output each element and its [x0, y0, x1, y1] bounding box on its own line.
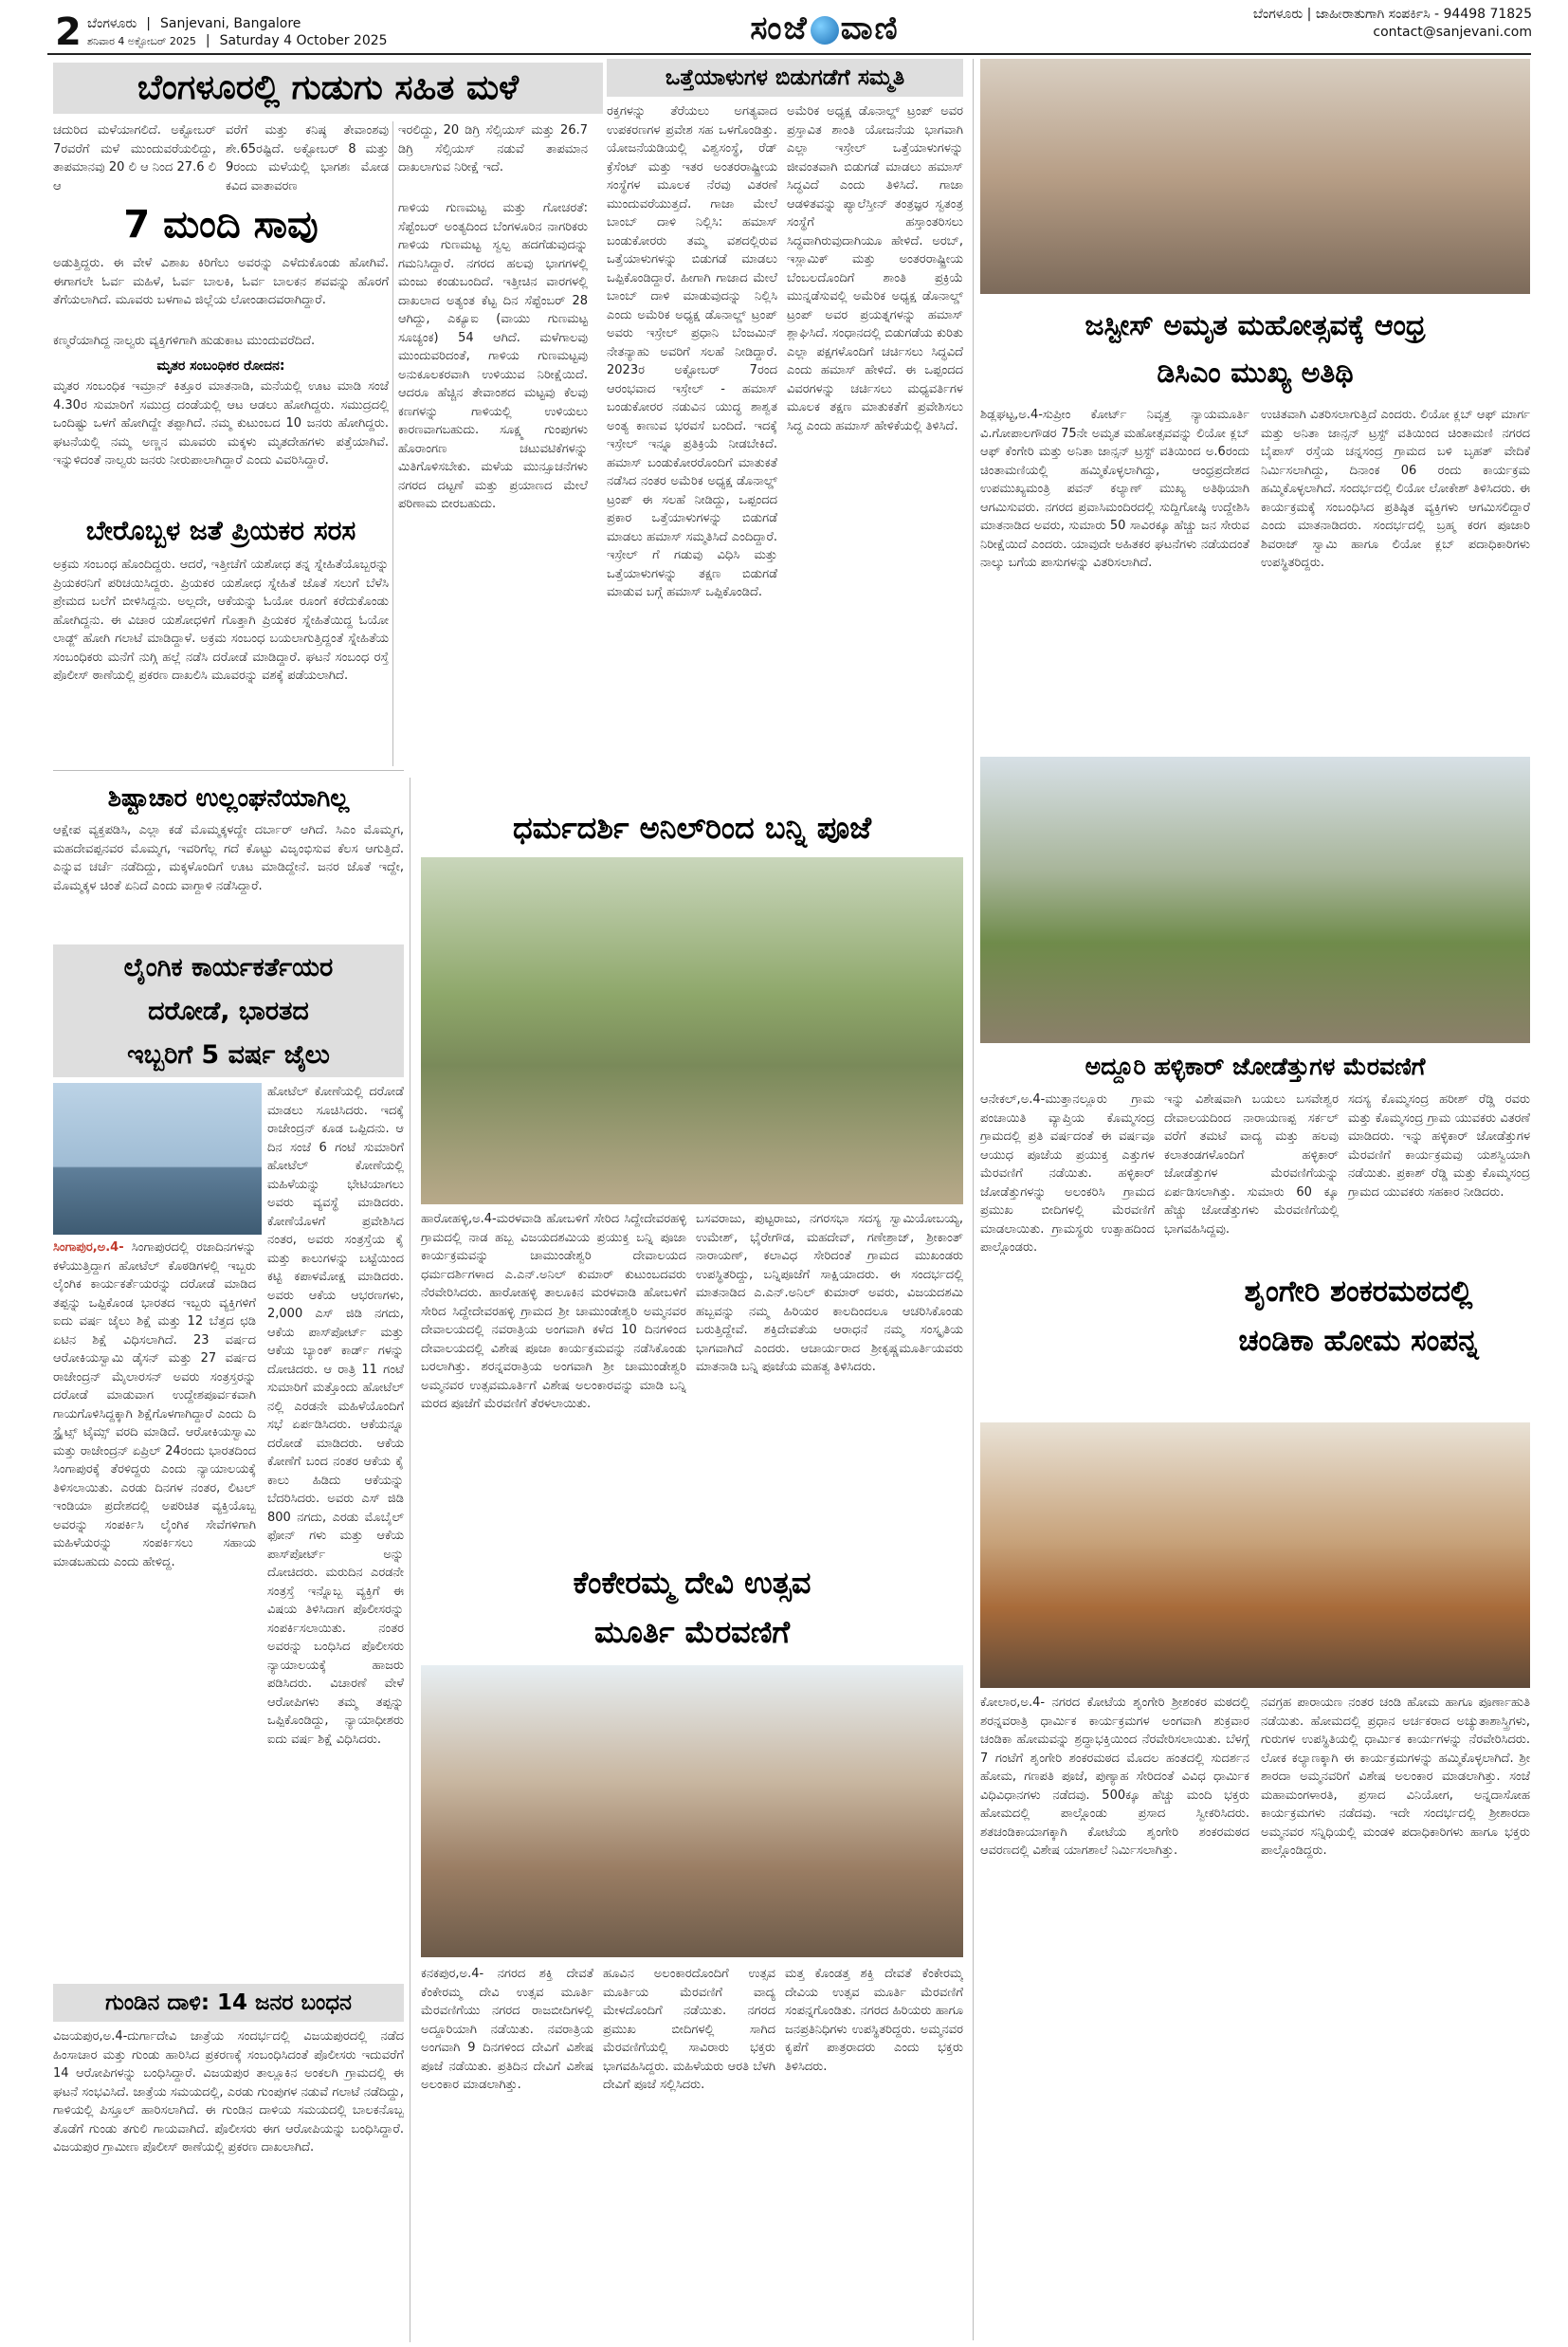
newspaper-logo	[730, 8, 920, 49]
justice-col-2: ಉಚಿತವಾಗಿ ವಿತರಿಸಲಾಗುತ್ತಿದೆ ಎಂದರು. ಲಿಯೋ ಕ್ಲಬ್ ಆಫ್ ಮಾರ್ಗ ಮತ್ತು ಅನಿತಾ ಜಾನ್ಸನ್ ಟ್ರಸ್ಟ್ ವತಿಯಿಂದ ಚಿಂತಾಮಣಿ ನಗರದ ಬೈಪಾಸ್ ರಸ್ತೆಯ ಚನ್ನಸಂದ್ರ ಗ್ರಾಮದ ಬಳಿ ಬೃಹತ್ ವೇದಿಕೆ ನಿರ್ಮಿಸಲಾಗಿದ್ದು, ದಿನಾಂಕ 06 ರಂದು ಕಾರ್ಯಕ್ರಮ ಹಮ್ಮಿಕೊಳ್ಳಲಾಗಿದೆ. ಸಂದರ್ಭದಲ್ಲಿ ಲಿಯೋ ಲೋಕೇಶ್ ತಿಳಿಸಿದರು. ಈ ಕಾರ್ಯಕ್ರಮಕ್ಕೆ ಸಂಬಂಧಿಸಿದ ಪ್ರತಿಷ್ಠಿತ ವ್ಯಕ್ತಿಗಳು ಆಗಮಿಸಲಿದ್ದಾರೆ ಎಂದು ಮಾತನಾಡಿದರು. ಸಂದರ್ಭದಲ್ಲಿ ಬ್ರಹ್ಮ ಕರಗ ಪೂಜಾರಿ ಶಿವರಾಜ್ ಸ್ವಾಮಿ ಹಾಗೂ ಲಿಯೋ ಕ್ಲಬ್ ಪದಾಧಿಕಾರಿಗಳು ಉಪಸ್ಥಿತರಿದ್ದರು.	[1261, 408, 1530, 570]
deaths-col-b: ಗಾಳಿಯ ಗುಣಮಟ್ಟ ಮತ್ತು ಗೋಚರತೆ: ಸೆಪ್ಟೆಂಬರ್ ಅಂತ್ಯದಿಂದ ಬೆಂಗಳೂರಿನ ನಾಗರಿಕರು ಗಾಳಿಯ ಗುಣಮಟ್ಟ ಸ್ವಲ್ಪ ಹದಗೆಡುವುದನ್ನು ಗಮನಿಸಿದ್ದಾರೆ. ನಗರದ ಹಲವು ಭಾಗಗಳಲ್ಲಿ ಮಂಜು ಕಂಡುಬಂದಿದೆ. ಇತ್ತೀಚಿನ ವಾರಗಳಲ್ಲಿ ದಾಖಲಾದ ಅತ್ಯಂತ ಕೆಟ್ಟ ದಿನ ಸೆಪ್ಟೆಂಬರ್ 28 ಆಗಿದ್ದು, ಎಕ್ಯೂಐ (ವಾಯು ಗುಣಮಟ್ಟ ಸೂಚ್ಯಂಕ) 54 ಆಗಿದೆ. ಮಳೆಗಾಲವು ಮುಂದುವರಿದಂತೆ, ಗಾಳಿಯ ಗುಣಮಟ್ಟವು ಅನುಕೂಲಕರವಾಗಿ ಉಳಿಯುವ ನಿರೀಕ್ಷೆಯಿದೆ. ಆದರೂ ಹೆಚ್ಚಿನ ತೇವಾಂಶದ ಮಟ್ಟವು ಕೆಲವು ಕಣಗಳನ್ನು ಗಾಳಿಯಲ್ಲಿ ಉಳಿಯಲು ಕಾರಣವಾಗಬಹುದು. ಸೂಕ್ಷ್ಮ ಗುಂಪುಗಳು ಹೊರಾಂಗಣ ಚಟುವಟಿಕೆಗಳನ್ನು ಮಿತಿಗೊಳಿಸಬೇಕು. ಮಳೆಯ ಮುನ್ಸೂಚನೆಗಳು ನಗರದ ದಟ್ಟಣೆ ಮತ್ತು ಪ್ರಯಾಣದ ಮೇಲೆ ಪರಿಣಾಮ ಬೀರಬಹುದು.	[398, 201, 588, 511]
yatra-col-2: ಇನ್ನು ವಿಶೇಷವಾಗಿ ಬಯಲು ಬಸವೇಶ್ವರ ದೇವಾಲಯದಿಂದ ನಾರಾಯಣಪ್ಪ ಸರ್ಕಲ್ ವರೆಗೆ ತಮಟೆ ವಾದ್ಯ ಮತ್ತು ಹಲವು ಕಲಾತಂಡಗಳೊಂದಿಗೆ ಹಳ್ಳಿಕಾರ್ ಜೋಡೆತ್ತುಗಳ ಮೆರವಣಿಗೆಯನ್ನು ಏರ್ಪಡಿಸಲಾಗಿತ್ತು. ಸುಮಾರು 60 ಕ್ಕೂ ಹೆಚ್ಚು ಜೋಡೆತ್ತುಗಳು ಮೆರವಣಿಗೆಯಲ್ಲಿ ಭಾಗವಹಿಸಿದ್ದವು.	[1164, 1092, 1339, 1237]
sringeri-col-2: ನವಗ್ರಹ ಪಾರಾಯಣ ನಂತರ ಚಂಡಿ ಹೋಮ ಹಾಗೂ ಪೂರ್ಣಾಹುತಿ ನಡೆಯಿತು. ಹೋಮದಲ್ಲಿ ಪ್ರಧಾನ ಅರ್ಚಕರಾದ ಅಚ್ಯುತಾಶಾಸ್ತ್ರಿಗಳು, ಗುರುಗಳ ಉಪಸ್ಥಿತಿಯಲ್ಲಿ ಧಾರ್ಮಿಕ ಕಾರ್ಯಗಳನ್ನು ನೆರವೇರಿಸಿದರು. ಲೋಕ ಕಲ್ಯಾಣಕ್ಕಾಗಿ ಈ ಕಾರ್ಯಕ್ರಮಗಳನ್ನು ಹಮ್ಮಿಕೊಳ್ಳಲಾಗಿದೆ. ಶ್ರೀ ಶಾರದಾ ಅಮ್ಮನವರಿಗೆ ವಿಶೇಷ ಅಲಂಕಾರ ಮಾಡಲಾಗಿತ್ತು. ಸಂಜೆ ಮಹಾಮಂಗಳಾರತಿ, ಪ್ರಸಾದ ವಿನಿಯೋಗ, ಅನ್ನದಾಸೋಹ ಕಾರ್ಯಕ್ರಮಗಳು ನಡೆದವು. ಇದೇ ಸಂದರ್ಭದಲ್ಲಿ ಶ್ರೀಶಾರದಾ ಅಮ್ಮನವರ ಸನ್ನಿಧಿಯಲ್ಲಿ ಮಂಡಳಿ ಪದಾಧಿಕಾರಿಗಳು ಹಾಗೂ ಭಕ್ತರು ಪಾಲ್ಗೊಂಡಿದ್ದರು.	[1261, 1696, 1530, 1858]
sringeri-col-1: ಕೋಲಾರ,ಅ.4- ನಗರದ ಕೋಟೆಯ ಶೃಂಗೇರಿ ಶ್ರೀಶಂಕರ ಮಠದಲ್ಲಿ ಶರನ್ನವರಾತ್ರಿ ಧಾರ್ಮಿಕ ಕಾರ್ಯಕ್ರಮಗಳ ಅಂಗವಾಗಿ ಶುಕ್ರವಾರ ಚಂಡಿಕಾ ಹೋಮವನ್ನು ಶ್ರದ್ಧಾಭಕ್ತಿಯಿಂದ ನೆರವೇರಿಸಲಾಯಿತು. ಬೆಳಗ್ಗೆ 7 ಗಂಟೆಗೆ ಶೃಂಗೇರಿ ಶಂಕರಮಠದ ಮೊದಲ ಹಂತದಲ್ಲಿ ಸುದರ್ಶನ ಹೋಮ, ಗಣಪತಿ ಪೂಜೆ, ಪುಣ್ಯಾಹ ಸೇರಿದಂತೆ ವಿವಿಧ ಧಾರ್ಮಿಕ ವಿಧಿವಿಧಾನಗಳು ನಡೆದವು. 500ಕ್ಕೂ ಹೆಚ್ಚು ಮಂದಿ ಭಕ್ತರು ಹೋಮದಲ್ಲಿ ಪಾಲ್ಗೊಂಡು ಪ್ರಸಾದ ಸ್ವೀಕರಿಸಿದರು. ಶತಚಂಡಿಕಾಯಾಗಕ್ಕಾಗಿ ಕೋಟೆಯ ಶೃಂಗೇರಿ ಶಂಕರಮಠದ ಆವರಣದಲ್ಲಿ ವಿಶೇಷ ಯಾಗಶಾಲೆ ನಿರ್ಮಿಸಲಾಗಿತ್ತು.	[980, 1696, 1249, 1858]
masthead-date-kn: ಶನಿವಾರ 4 ಅಕ್ಟೋಬರ್ 2025	[87, 35, 196, 47]
banni-headline: ಧರ್ಮದರ್ಶಿ ಅನಿಲ್‍ರಿಂದ ಬನ್ನಿ ಪೂಜೆ	[513, 810, 871, 846]
rain-col-3: ಇರಲಿದ್ದು, 20 ಡಿಗ್ರಿ ಸೆಲ್ಸಿಯಸ್ ಮತ್ತು 26.7 ಡಿಗ್ರಿ ಸೆಲ್ಸಿಯಸ್ ನಡುವೆ ತಾಪಮಾನ ದಾಖಲಾಗುವ ನಿರೀಕ್ಷೆ ಇದೆ.	[398, 123, 588, 174]
column-divider	[973, 59, 974, 2340]
masthead-right	[1253, 6, 1532, 42]
masthead-email: contact@sanjevani.com	[1373, 25, 1532, 40]
yatra-headline: ಅದ್ದೂರಿ ಹಳ್ಳಿಕಾರ್ ಜೋಡೆತ್ತುಗಳ ಮೆರವಣಿಗೆ	[1085, 1053, 1426, 1080]
gunda-headline: ಗುಂಡಿನ ದಾಳಿ: 14 ಜನರ ಬಂಧನ	[53, 1984, 404, 2022]
hostages-col-2: ಅಮೆರಿಕ ಅಧ್ಯಕ್ಷ ಡೊನಾಲ್ಡ್ ಟ್ರಂಪ್ ಅವರ ಪ್ರಸ್ತಾವಿತ ಶಾಂತಿ ಯೋಜನೆಯ ಭಾಗವಾಗಿ ಎಲ್ಲಾ ಇಸ್ರೇಲ್ ಒತ್ತೆಯಾಳುಗಳನ್ನು ಜೀವಂತವಾಗಿ ಬಿಡುಗಡೆ ಮಾಡಲು ಹಮಾಸ್ ಸಿದ್ಧವಿದೆ ಎಂದು ತಿಳಿಸಿದೆ. ಗಾಜಾ ಆಡಳಿತವನ್ನು ಪ್ಯಾಲೆಸ್ತೀನ್ ತಂತ್ರಜ್ಞರ ಸ್ವತಂತ್ರ ಸಂಸ್ಥೆಗೆ ಹಸ್ತಾಂತರಿಸಲು ಸಿದ್ಧವಾಗಿರುವುದಾಗಿಯೂ ಹೇಳಿದೆ. ಅರಬ್, ಇಸ್ಲಾಮಿಕ್ ಮತ್ತು ಅಂತರರಾಷ್ಟ್ರೀಯ ಬೆಂಬಲದೊಂದಿಗೆ ಶಾಂತಿ ಪ್ರಕ್ರಿಯೆ ಮುನ್ನಡೆಸುವಲ್ಲಿ ಅಮೆರಿಕ ಅಧ್ಯಕ್ಷ ಡೊನಾಲ್ಡ್ ಟ್ರಂಪ್ ಅವರ ಪ್ರಯತ್ನಗಳನ್ನು ಹಮಾಸ್ ಶ್ಲಾಘಿಸಿದೆ. ಸಂಧಾನದಲ್ಲಿ ಬಿಡುಗಡೆಯ ಕುರಿತು ಎಲ್ಲಾ ಪಕ್ಷಗಳೊಂದಿಗೆ ಚರ್ಚಿಸಲು ಸಿದ್ಧವಿದೆ ಎಂದು ಹಮಾಸ್ ಹೇಳಿದೆ. ಈ ಒಪ್ಪಂದದ ವಿವರಗಳನ್ನು ಚರ್ಚಿಸಲು ಮಧ್ಯವರ್ತಿಗಳ ಮೂಲಕ ತಕ್ಷಣ ಮಾತುಕತೆಗೆ ಪ್ರವೇಶಿಸಲು ಸಿದ್ಧ ಎಂದು ಹಮಾಸ್ ಹೇಳಿಕೆಯಲ್ಲಿ ತಿಳಿಸಿದೆ.	[787, 104, 963, 433]
press-meet-photo	[980, 59, 1530, 294]
masthead-city: ಬೆಂಗಳೂರು	[87, 16, 137, 31]
kenkeramma-col-1: ಕನಕಪುರ,ಅ.4- ನಗರದ ಶಕ್ತಿ ದೇವತೆ ಕೆಂಕೇರಮ್ಮ ದೇವಿ ಉತ್ಸವ ಮೂರ್ತಿ ಮೆರವಣಿಗೆಯು ನಗರದ ರಾಜಬೀದಿಗಳಲ್ಲಿ ಅದ್ದೂರಿಯಾಗಿ ನಡೆಯಿತು. ನವರಾತ್ರಿಯ ಅಂಗವಾಗಿ 9 ದಿನಗಳಿಂದ ದೇವಿಗೆ ವಿಶೇಷ ಪೂಜೆ ನಡೆಯಿತು. ಪ್ರತಿದಿನ ದೇವಿಗೆ ವಿಶೇಷ ಅಲಂಕಾರ ಮಾಡಲಾಗಿತ್ತು.	[421, 1967, 593, 2092]
justice-col-1: ಶಿಡ್ಲಘಟ್ಟ,ಅ.4-ಸುಪ್ರೀಂ ಕೋರ್ಟ್ ನಿವೃತ್ತ ನ್ಯಾಯಮೂರ್ತಿ ವಿ.ಗೋಪಾಲಗೌಡರ 75ನೇ ಅಮೃತ ಮಹೋತ್ಸವವನ್ನು ಲಿಯೋ ಕ್ಲಬ್ ಆಫ್ ಕೆಂಗೇರಿ ಮತ್ತು ಅನಿತಾ ಜಾನ್ಸನ್ ಟ್ರಸ್ಟ್ ವತಿಯಿಂದ ಅ.6ರಂದು ಚಿಂತಾಮಣಿಯಲ್ಲಿ ಹಮ್ಮಿಕೊಳ್ಳಲಾಗಿದ್ದು, ಆಂಧ್ರಪ್ರದೇಶದ ಉಪಮುಖ್ಯಮಂತ್ರಿ ಪವನ್ ಕಲ್ಯಾಣ್ ಮುಖ್ಯ ಅತಿಥಿಯಾಗಿ ಆಗಮಿಸುವರು. ನಗರದ ಪ್ರವಾಸಿಮಂದಿರದಲ್ಲಿ ಸುದ್ದಿಗೋಷ್ಠಿ ಉದ್ದೇಶಿಸಿ ಮಾತನಾಡಿದ ಅವರು, ಸುಮಾರು 50 ಸಾವಿರಕ್ಕೂ ಹೆಚ್ಚು ಜನ ಸೇರುವ ನಿರೀಕ್ಷೆಯಿದೆ ಎಂದರು. ಯಾವುದೇ ಅಹಿತಕರ ಘಟನೆಗಳು ನಡೆಯದಂತೆ ನಾಲ್ಕು ಬಗೆಯ ಪಾಸುಗಳನ್ನು ವಿತರಿಸಲಾಗಿದೆ.	[980, 408, 1249, 570]
justice-headline-line-2: ಡಿಸಿಎಂ ಮುಖ್ಯ ಅತಿಥಿ	[1157, 357, 1354, 390]
chandika-homa-photo	[980, 1422, 1530, 1688]
sexworkers-col-2: ಹೋಟೆಲ್ ಕೋಣೆಯಲ್ಲಿ ದರೋಡೆ ಮಾಡಲು ಸೂಚಿಸಿದರು. ಇದಕ್ಕೆ ರಾಜೇಂದ್ರನ್ ಕೂಡ ಒಪ್ಪಿದನು. ಆ ದಿನ ಸಂಜೆ 6 ಗಂಟೆ ಸುಮಾರಿಗೆ ಹೋಟೆಲ್ ಕೋಣೆಯಲ್ಲಿ ಮಹಿಳೆಯನ್ನು ಭೇಟಿಯಾಗಲು ಅವರು ವ್ಯವಸ್ಥೆ ಮಾಡಿದರು. ಕೋಣೆಯೊಳಗೆ ಪ್ರವೇಶಿಸಿದ ನಂತರ, ಅವರು ಸಂತ್ರಸ್ತೆಯ ಕೈ ಮತ್ತು ಕಾಲುಗಳನ್ನು ಬಟ್ಟೆಯಿಂದ ಕಟ್ಟಿ ಕಪಾಳಮೋಕ್ಷ ಮಾಡಿದರು. ಅವರು ಆಕೆಯ ಆಭರಣಗಳು, 2,000 ಎಸ್ ಜಿಡಿ ನಗದು, ಆಕೆಯ ಪಾಸ್‍ಪೋರ್ಟ್ ಮತ್ತು ಆಕೆಯ ಬ್ಯಾಂಕ್ ಕಾರ್ಡ್ ಗಳನ್ನು ದೋಚಿದರು. ಆ ರಾತ್ರಿ 11 ಗಂಟೆ ಸುಮಾರಿಗೆ ಮತ್ತೊಂದು ಹೋಟೆಲ್ ನಲ್ಲಿ ಎರಡನೇ ಮಹಿಳೆಯೊಂದಿಗೆ ಸಭೆ ಏರ್ಪಡಿಸಿದರು. ಆಕೆಯನ್ನೂ ದರೋಡೆ ಮಾಡಿದರು. ಆಕೆಯ ಕೋಣೆಗೆ ಬಂದ ನಂತರ ಆಕೆಯ ಕೈ ಕಾಲು ಹಿಡಿದು ಆಕೆಯನ್ನು ಬೆದರಿಸಿದರು. ಅವರು ಎಸ್ ಜಿಡಿ 800 ನಗದು, ಎರಡು ಮೊಬೈಲ್ ಫೋನ್ ಗಳು ಮತ್ತು ಆಕೆಯ ಪಾಸ್‍ಪೋರ್ಟ್ ಅನ್ನು ದೋಚಿದರು. ಮರುದಿನ ಎರಡನೇ ಸಂತ್ರಸ್ತೆ ಇನ್ನೊಬ್ಬ ವ್ಯಕ್ತಿಗೆ ಈ ವಿಷಯ ತಿಳಿಸಿದಾಗ ಪೊಲೀಸರನ್ನು ಸಂಪರ್ಕಿಸಲಾಯಿತು. ನಂತರ ಅವರನ್ನು ಬಂಧಿಸಿದ ಪೊಲೀಸರು ನ್ಯಾಯಾಲಯಕ್ಕೆ ಹಾಜರು ಪಡಿಸಿದರು. ವಿಚಾರಣೆ ವೇಳೆ ಆರೋಪಿಗಳು ತಮ್ಮ ತಪ್ಪನ್ನು ಒಪ್ಪಿಕೊಂಡಿದ್ದು, ನ್ಯಾಯಾಧೀಶರು ಐದು ವರ್ಷ ಶಿಕ್ಷೆ ವಿಧಿಸಿದರು.	[267, 1085, 404, 1747]
masthead-date-en: Saturday 4 October 2025	[219, 33, 388, 48]
kenkeramma-headline-line-2: ಮೂರ್ತಿ ಮೆರವಣಿಗೆ	[594, 1614, 790, 1650]
masthead-rule	[47, 53, 1531, 55]
banni-col-1: ಹಾರೋಹಳ್ಳಿ,ಅ.4-ಮರಳವಾಡಿ ಹೋಬಳಿಗೆ ಸೇರಿದ ಸಿದ್ದೇದೇವರಹಳ್ಳಿ ಗ್ರಾಮದಲ್ಲಿ ನಾಡ ಹಬ್ಬ ವಿಜಯದಶಮಿಯ ಪ್ರಯುಕ್ತ ಬನ್ನಿ ಪೂಜಾ ಕಾರ್ಯಕ್ರಮವನ್ನು ಚಾಮುಂಡೇಶ್ವರಿ ದೇವಾಲಯದ ಧರ್ಮದರ್ಶಿಗಳಾದ ಎ.ಎನ್.ಅನಿಲ್ ಕುಮಾರ್ ಕುಟುಂಬದವರು ನೆರವೇರಿಸಿದರು. ಹಾರೋಹಳ್ಳಿ ತಾಲೂಕಿನ ಮರಳವಾಡಿ ಹೋಬಳಿಗೆ ಸೇರಿದ ಸಿದ್ದೇದೇವರಹಳ್ಳಿ ಗ್ರಾಮದ ಶ್ರೀ ಚಾಮುಂಡೇಶ್ವರಿ ಅಮ್ಮನವರ ದೇವಾಲಯದಲ್ಲಿ ನವರಾತ್ರಿಯ ಅಂಗವಾಗಿ ಕಳೆದ 10 ದಿನಗಳಿಂದ ದೇವಾಲಯದಲ್ಲಿ ವಿಶೇಷ ಪೂಜಾ ಕಾರ್ಯಕ್ರಮವನ್ನು ನಡೆಸಿಕೊಂಡು ಬರಲಾಗಿತ್ತು. ಶರನ್ನವರಾತ್ರಿಯ ಅಂಗವಾಗಿ ಶ್ರೀ ಚಾಮುಂಡೇಶ್ವರಿ ಅಮ್ಮನವರ ಉತ್ಸವಮೂರ್ತಿಗೆ ವಿಶೇಷ ಅಲಂಕಾರವನ್ನು ಮಾಡಿ ಬನ್ನಿ ಮರದ ಪೂಜೆಗೆ ಮೆರವಣಿಗೆ ತೆರಳಲಾಯಿತು.	[421, 1212, 686, 1411]
assault-body: ಅಕ್ರಮ ಸಂಬಂಧ ಹೊಂದಿದ್ದರು. ಆದರೆ, ಇತ್ತೀಚೆಗೆ ಯಶೋಧ ತನ್ನ ಸ್ನೇಹಿತೆಯೊಬ್ಬರನ್ನು ಪ್ರಿಯಕರನಿಗೆ ಪರಿಚಯಿಸಿದ್ದರು. ಪ್ರಿಯಕರ ಯಶೋಧ ಸ್ನೇಹಿತೆ ಜೊತೆ ಸಲುಗೆ ಬೆಳೆಸಿ ಪ್ರೇಮದ ಬಲೆಗೆ ಬೀಳಿಸಿದ್ದನು. ಅಲ್ಲದೇ, ಆಕೆಯನ್ನು ಓಯೋ ರೂಂಗೆ ಕರೆದುಕೊಂಡು ಹೋಗಿದ್ದನು. ಈ ವಿಚಾರ ಯಶೋಧಳಿಗೆ ಗೊತ್ತಾಗಿ ಪ್ರಿಯಕರ ಸ್ನೇಹಿತೆಯಿದ್ದ ಓಯೋ ಲಾಡ್ಜ್ ಹೋಗಿ ಗಲಾಟೆ ಮಾಡಿದ್ದಾಳೆ. ಅಕ್ರಮ ಸಂಬಂಧ ಬಯಲಾಗುತ್ತಿದ್ದಂತೆ ಸ್ನೇಹಿತೆಯ ಸಂಬಂಧಿಕರು ಮನೆಗೆ ನುಗ್ಗಿ ಹಲ್ಲೆ ನಡೆಸಿ ದರೋಡೆ ಮಾಡಿದ್ದಾರೆ. ಘಟನೆ ಸಂಬಂಧ ರಸ್ತೆ ಪೊಲೀಸ್ ಠಾಣೆಯಲ್ಲಿ ಪ್ರಕರಣ ದಾಖಲಿಸಿ ಮೂವರನ್ನು ವಶಕ್ಕೆ ಪಡೆಯಲಾಗಿದೆ.	[53, 558, 389, 683]
deaths-body-3: ಮೃತರ ಸಂಬಂಧಿಕ ಇಮ್ರಾನ್ ಕಿತ್ತೂರ ಮಾತನಾಡಿ, ಮನೆಯಲ್ಲಿ ಊಟ ಮಾಡಿ ಸಂಜೆ 4.30ರ ಸುಮಾರಿಗೆ ಸಮುದ್ರ ದಂಡೆಯಲ್ಲಿ ಆಟ ಆಡಲು ಹೋಗಿದ್ದರು. ಸಮುದ್ರದಲ್ಲಿ ಒಂದಿಷ್ಟು ಒಳಗೆ ಹೋಗಿದ್ದೇ ತಪ್ಪಾಗಿದೆ. ನಮ್ಮ ಕುಟುಂಬದ 10 ಜನರು ಹೋಗಿದ್ದರು. ಘಟನೆಯಲ್ಲಿ ನಮ್ಮ ಅಣ್ಣನ ಮೂವರು ಮಕ್ಕಳು ಮೃತದೇಹಗಳು ಪತ್ತೆಯಾಗಿವೆ. ಇನ್ನುಳಿದಂತೆ ನಾಲ್ವರು ಜನರು ನೀರುಪಾಲಾಗಿದ್ದಾರೆ ಎಂದು ವಿವರಿಸಿದ್ದಾರೆ.	[53, 379, 389, 468]
masthead-ad-contact: ಬೆಂಗಳೂರು | ಜಾಹೀರಾತುಗಾಗಿ ಸಂಪರ್ಕಿಸಿ - 94498 71825	[1252, 7, 1532, 22]
protocol-body: ಆಕ್ಷೇಪ ವ್ಯಕ್ತಪಡಿಸಿ, ಎಲ್ಲಾ ಕಡೆ ಮೊಮ್ಮಕ್ಕಳದ್ದೇ ದರ್ಬಾರ್ ಆಗಿದೆ. ಸಿಎಂ ಮೊಮ್ಮಗ, ಮಹದೇವಪ್ಪನವರ ಮೊಮ್ಮಗ, ಇವರಿಗೆಲ್ಲ ಗದೆ ಕೊಟ್ಟು ವಿಜೃಂಭಿಸುವ ಕೆಲಸ ಆಗುತ್ತಿದೆ. ಎನ್ನುವ ಚರ್ಚೆ ನಡೆದಿದ್ದು, ಮಕ್ಕಳೊಂದಿಗೆ ಊಟ ಮಾಡಿದ್ದೇನೆ. ಜನರ ಜೊತೆ ಇದ್ದೇ, ಮೊಮ್ಮಕ್ಕಳ ಚಿಂತೆ ಏನಿದೆ ಎಂದು ವಾಗ್ದಾಳಿ ನಡೆಸಿದ್ದಾರೆ.	[53, 823, 404, 893]
justice-headline-line-1: ಜಸ್ಟೀಸ್ ಅಮೃತ ಮಹೋತ್ಸವಕ್ಕೆ ಆಂಧ್ರ	[1085, 309, 1426, 342]
banni-col-2: ಬಸವರಾಜು, ಪುಟ್ಟರಾಜು, ನಗರಸಭಾ ಸದಸ್ಯ ಸ್ವಾಮಿಯೋಬಯ್ಯ, ಉಮೇಶ್, ಭೈರೇಗೌಡ, ಮಹದೇವ್, ಗಣೇಶ್ರಾಜ್, ಶ್ರೀಕಾಂತ್ ನಾರಾಯಣ್, ಕಲಾವಿಧ ಸೇರಿದಂತೆ ಗ್ರಾಮದ ಮುಖಂಡರು ಉಪಸ್ಥಿತರಿದ್ದು, ಬನ್ನಿಪೂಜೆಗೆ ಸಾಕ್ಷಿಯಾದರು. ಈ ಸಂದರ್ಭದಲ್ಲಿ ಮಾತನಾಡಿದ ಎ.ಎನ್.ಅನಿಲ್ ಕುಮಾರ್ ಅವರು, ವಿಜಯದಶಮಿ ಹಬ್ಬವನ್ನು ನಮ್ಮ ಹಿರಿಯರ ಕಾಲದಿಂದಲೂ ಆಚರಿಸಿಕೊಂಡು ಬರುತ್ತಿದ್ದೇವೆ. ಶಕ್ತಿದೇವತೆಯ ಆರಾಧನೆ ನಮ್ಮ ಸಂಸ್ಕೃತಿಯ ಭಾಗವಾಗಿದೆ ಎಂದರು. ಆಚಾರ್ಯರಾದ ಶ್ರೀಕೃಷ್ಣಮೂರ್ತಿಯವರು ಮಾತನಾಡಿ ಬನ್ನಿ ಪೂಜೆಯ ಮಹತ್ವ ತಿಳಿಸಿದರು.	[696, 1212, 963, 1374]
sexworkers-dateline: ಸಿಂಗಾಪುರ,ಅ.4-	[53, 1240, 124, 1255]
deaths-headline: 7 ಮಂದಿ ಸಾವು	[123, 203, 319, 247]
logo-text-left: ಸಂಜೆ	[750, 9, 809, 47]
singapore-skyline-photo	[53, 1083, 262, 1235]
hostages-headline: ಒತ್ತೆಯಾಳುಗಳ ಬಿಡುಗಡೆಗೆ ಸಮ್ಮತಿ	[607, 59, 963, 97]
gunda-body: ವಿಜಯಪುರ,ಅ.4-ದುರ್ಗಾದೇವಿ ಜಾತ್ರೆಯ ಸಂದರ್ಭದಲ್ಲಿ ವಿಜಯಪುರದಲ್ಲಿ ನಡೆದ ಹಿಂಸಾಚಾರ ಮತ್ತು ಗುಂಡು ಹಾರಿಸಿದ ಪ್ರಕರಣಕ್ಕೆ ಸಂಬಂಧಿಸಿದಂತೆ ಪೊಲೀಸರು ಇದುವರೆಗೆ 14 ಆರೋಪಿಗಳನ್ನು ಬಂಧಿಸಿದ್ದಾರೆ. ವಿಜಯಪುರ ತಾಲ್ಲೂಕಿನ ಅಂಕಲಗಿ ಗ್ರಾಮದಲ್ಲಿ ಈ ಘಟನೆ ಸಂಭವಿಸಿದೆ. ಜಾತ್ರೆಯ ಸಮಯದಲ್ಲಿ, ಎರಡು ಗುಂಪುಗಳ ನಡುವೆ ಗಲಾಟೆ ನಡೆದಿದ್ದು, ಗಾಳಿಯಲ್ಲಿ ಪಿಸ್ತೂಲ್ ಹಾರಿಸಲಾಗಿದೆ. ಈ ಗುಂಡಿನ ದಾಳಿಯ ಸಮಯದಲ್ಲಿ ಬಾಲಕನೊಬ್ಬ ತೊಡೆಗೆ ಗುಂಡು ತಗುಲಿ ಗಾಯವಾಗಿದೆ. ಪೊಲೀಸರು ಈಗ ಆರೋಪಿಯನ್ನು ಬಂಧಿಸಿದ್ದಾರೆ. ವಿಜಯಪುರ ಗ್ರಾಮೀಣ ಪೊಲೀಸ್ ಠಾಣೆಯಲ್ಲಿ ಪ್ರಕರಣ ದಾಖಲಾಗಿದೆ.	[53, 2029, 404, 2154]
deaths-body-2: ಕಣ್ಮರೆಯಾಗಿದ್ದ ನಾಲ್ವರು ವ್ಯಕ್ತಿಗಳಿಗಾಗಿ ಹುಡುಕಾಟ ಮುಂದುವರೆದಿದೆ.	[53, 334, 316, 348]
yatra-col-1: ಆನೇಕಲ್,ಅ.4-ಮುತ್ತಾನಲ್ಲೂರು ಗ್ರಾಮ ಪಂಚಾಯಿತಿ ವ್ಯಾಪ್ತಿಯ ಕೊಮ್ಮಸಂದ್ರ ಗ್ರಾಮದಲ್ಲಿ ಪ್ರತಿ ವರ್ಷದಂತೆ ಈ ವರ್ಷವೂ ಆಯುಧ ಪೂಜೆಯ ಪ್ರಯುಕ್ತ ಎತ್ತುಗಳ ಮೆರವಣಿಗೆ ನಡೆಯಿತು. ಹಳ್ಳಿಕಾರ್ ಜೋಡೆತ್ತುಗಳನ್ನು ಅಲಂಕರಿಸಿ ಗ್ರಾಮದ ಪ್ರಮುಖ ಬೀದಿಗಳಲ್ಲಿ ಮೆರವಣಿಗೆ ಮಾಡಲಾಯಿತು. ಗ್ರಾಮಸ್ಥರು ಉತ್ಸಾಹದಿಂದ ಪಾಲ್ಗೊಂಡರು.	[980, 1092, 1155, 1255]
sexworkers-headline-line-3: ಇಬ್ಬರಿಗೆ 5 ವರ್ಷ ಜೈಲು	[127, 1040, 330, 1070]
sexworkers-col-1	[53, 1238, 256, 1978]
deaths-body-1: ಅಡುತ್ತಿದ್ದರು. ಈ ವೇಳೆ ವಿಶಾಖ ಕಿರಿಗೆಲು ಅವರನ್ನು ಎಳೆದುಕೊಂಡು ಹೋಗಿವೆ. ಈಗಾಗಲೇ ಓರ್ವ ಮಹಿಳೆ, ಓರ್ವ ಬಾಲಕಿ, ಓರ್ವ ಬಾಲಕನ ಶವವನ್ನು ಹೊರಗೆ ತೆಗೆಯಲಾಗಿದೆ. ಮೂವರು ಬಳಗಾವಿ ಜಿಲ್ಲೆಯ ಲೋಂಡಾದವರಾಗಿದ್ದಾರೆ.	[53, 256, 389, 307]
yatra-col-3: ಸದಸ್ಯ ಕೊಮ್ಮಸಂದ್ರ ಹರೀಶ್ ರೆಡ್ಡಿ ರವರು ಮತ್ತು ಕೊಮ್ಮಸಂದ್ರ ಗ್ರಾಮ ಯುವಕರು ವಿತರಣೆ ಮಾಡಿದರು. ಇನ್ನು ಹಳ್ಳಿಕಾರ್ ಜೋಡೆತ್ತುಗಳ ಮೆರವಣಿಗೆ ಕಾರ್ಯಕ್ರಮವು ಯಶಸ್ವಿಯಾಗಿ ನಡೆಯಿತು. ಪ್ರಕಾಶ್ ರೆಡ್ಡಿ ಮತ್ತು ಕೊಮ್ಮಸಂದ್ರ ಗ್ರಾಮದ ಯುವಕರು ಸಹಕಾರ ನೀಡಿದರು.	[1348, 1092, 1530, 1200]
sexworkers-headline	[53, 944, 404, 1077]
deaths-subheading: ಮೃತರ ಸಂಬಂಧಿಕರ ರೋದನ:	[156, 358, 285, 374]
masthead-edition: Sanjevani, Bangalore	[160, 16, 301, 31]
rain-col-1: ಚದುರಿದ ಮಳೆಯಾಗಲಿದೆ. ಅಕ್ಟೋಬರ್ 7ರವರೆಗೆ ಮಳೆ ಮುಂದುವರೆಯಲಿದ್ದು, ತಾಪಮಾನವು 20 ಲಿ ಆ ನಿಂದ 27.6 ಲಿ ಆ	[53, 123, 216, 193]
banni-pooja-photo	[421, 857, 963, 1204]
bull-procession-photo	[980, 757, 1530, 1043]
sringeri-headline-line-2: ಚಂಡಿಕಾ ಹೋಮ ಸಂಪನ್ನ	[1238, 1324, 1479, 1358]
sexworkers-headline-line-2: ದರೋಡೆ, ಭಾರತದ	[148, 997, 309, 1026]
kenkeramma-col-3: ಮತ್ತ ಕೊಂಡತ್ತ ಶಕ್ತಿ ದೇವತೆ ಕೆಂಕೇರಮ್ಮ ದೇವಿಯ ಉತ್ಸವ ಮೂರ್ತಿ ಮೆರವಣಿಗೆ ಸಂಪನ್ನಗೊಂಡಿತು. ನಗರದ ಹಿರಿಯರು ಹಾಗೂ ಜನಪ್ರತಿನಿಧಿಗಳು ಉಪಸ್ಥಿತರಿದ್ದರು. ಅಮ್ಮನವರ ಕೃಪೆಗೆ ಪಾತ್ರರಾದರು ಎಂದು ಭಕ್ತರು ತಿಳಿಸಿದರು.	[785, 1967, 963, 2074]
column-divider	[392, 121, 393, 766]
sexworkers-headline-line-1: ಲೈಂಗಿಕ ಕಾರ್ಯಕರ್ತೆಯರ	[123, 953, 334, 982]
globe-icon	[811, 16, 839, 45]
logo-text-right: ವಾಣಿ	[840, 9, 900, 47]
hostages-col-1: ರಕ್ತಗಳನ್ನು ತೆರೆಯಲು ಅಗತ್ಯವಾದ ಉಪಕರಣಗಳ ಪ್ರವೇಶ ಸಹ ಒಳಗೊಂಡಿತ್ತು. ಯೋಜನೆಯಡಿಯಲ್ಲಿ ವಿಶ್ವಸಂಸ್ಥೆ, ರೆಡ್ ಕ್ರೆಸೆಂಟ್ ಮತ್ತು ಇತರ ಅಂತರರಾಷ್ಟ್ರೀಯ ಸಂಸ್ಥೆಗಳ ಮೂಲಕ ನೆರವು ವಿತರಣೆ ಮುಂದುವರೆಯುತ್ತದೆ. ಗಾಜಾ ಮೇಲೆ ಬಾಂಬ್ ದಾಳಿ ನಿಲ್ಲಿಸಿ: ಹಮಾಸ್ ಬಂಡುಕೋರರು ತಮ್ಮ ವಶದಲ್ಲಿರುವ ಒತ್ತೆಯಾಳುಗಳನ್ನು ಬಿಡುಗಡೆ ಮಾಡಲು ಒಪ್ಪಿಕೊಂಡಿದ್ದಾರೆ. ಹೀಗಾಗಿ ಗಾಜಾದ ಮೇಲೆ ಬಾಂಬ್ ದಾಳಿ ಮಾಡುವುದನ್ನು ನಿಲ್ಲಿಸಿ ಎಂದು ಅಮೆರಿಕ ಅಧ್ಯಕ್ಷ ಡೊನಾಲ್ಡ್ ಟ್ರಂಪ್ ಅವರು ಇಸ್ರೇಲ್ ಪ್ರಧಾನಿ ಬೆಂಜಮಿನ್ ನೇತನ್ಯಾಹು ಅವರಿಗೆ ಸಲಹೆ ನೀಡಿದ್ದಾರೆ. 2023ರ ಅಕ್ಟೋಬರ್ 7ರಂದ ಆರಂಭವಾದ ಇಸ್ರೇಲ್ - ಹಮಾಸ್ ಬಂಡುಕೋರರ ನಡುವಿನ ಯುದ್ಧ ಶಾಶ್ವತ ಅಂತ್ಯ ಕಾಣುವ ಭರವಸೆ ಬಂದಿದೆ. ಇದಕ್ಕೆ ಇಸ್ರೇಲ್ ಇನ್ನೂ ಪ್ರತಿಕ್ರಿಯೆ ನೀಡಬೇಕಿದೆ. ಹಮಾಸ್ ಬಂಡುಕೋರರೊಂದಿಗೆ ಮಾತುಕತೆ ನಡೆಸಿದ ನಂತರ ಅಮೆರಿಕ ಅಧ್ಯಕ್ಷ ಡೊನಾಲ್ಡ್ ಟ್ರಂಪ್ ಈ ಸಲಹೆ ನೀಡಿದ್ದು, ಒಪ್ಪಂದದ ಪ್ರಕಾರ ಒತ್ತೆಯಾಳುಗಳನ್ನು ಬಿಡುಗಡೆ ಮಾಡಲು ಹಮಾಸ್ ಸಮ್ಮತಿಸಿದೆ ಎಂದಿದ್ದಾರೆ. ಇಸ್ರೇಲ್ ಗೆ ಗಡುವು ವಿಧಿಸಿ ಮತ್ತು ಒತ್ತೆಯಾಳುಗಳನ್ನು ತಕ್ಷಣ ಬಿಡುಗಡೆ ಮಾಡುವ ಬಗ್ಗೆ ಹಮಾಸ್ ಒಪ್ಪಿಕೊಂಡಿದೆ.	[607, 104, 777, 599]
sringeri-headline	[1187, 1261, 1530, 1422]
kenkeramma-procession-photo	[421, 1665, 963, 1957]
kenkeramma-headline-line-1: ಕೆಂಕೇರಮ್ಮ ದೇವಿ ಉತ್ಸವ	[573, 1565, 811, 1601]
sringeri-headline-line-1: ಶೃಂಗೇರಿ ಶಂಕರಮಠದಲ್ಲಿ	[1244, 1274, 1473, 1309]
sexworkers-col-1-text: ಸಿಂಗಾಪುರದಲ್ಲಿ ರಜಾದಿನಗಳನ್ನು ಕಳೆಯುತ್ತಿದ್ದಾಗ ಹೋಟೆಲ್ ಕೊಠಡಿಗಳಲ್ಲಿ ಇಬ್ಬರು ಲೈಂಗಿಕ ಕಾರ್ಯಕರ್ತೆಯರನ್ನು ದರೋಡೆ ಮಾಡಿದ ತಪ್ಪನ್ನು ಒಪ್ಪಿಕೊಂಡ ಭಾರತದ ಇಬ್ಬರು ವ್ಯಕ್ತಿಗಳಿಗೆ ಐದು ವರ್ಷ ಜೈಲು ಶಿಕ್ಷೆ ಮತ್ತು 12 ಬೆತ್ತದ ಛಡಿ ಏಟಿನ ಶಿಕ್ಷೆ ವಿಧಿಸಲಾಗಿದೆ. 23 ವರ್ಷದ ಆರೋಕಿಯಸ್ವಾಮಿ ಡೈಸನ್ ಮತ್ತು 27 ವರ್ಷದ ರಾಜೇಂದ್ರನ್ ಮೈಲಾರಸನ್ ಅವರು ಸಂತ್ರಸ್ತರನ್ನು ದರೋಡೆ ಮಾಡುವಾಗ ಉದ್ದೇಶಪೂರ್ವಕವಾಗಿ ಗಾಯಗೊಳಿಸಿದ್ದಕ್ಕಾಗಿ ಶಿಕ್ಷೆಗೊಳಗಾಗಿದ್ದಾರೆ ಎಂದು ದಿ ಸ್ಟ್ರೈಟ್ಸ್ ಟೈಮ್ಸ್ ವರದಿ ಮಾಡಿದೆ. ಆರೋಕಿಯಸ್ವಾಮಿ ಮತ್ತು ರಾಜೇಂದ್ರನ್ ಏಪ್ರಿಲ್ 24ರಂದು ಭಾರತದಿಂದ ಸಿಂಗಾಪುರಕ್ಕೆ ತೆರಳಿದ್ದರು ಎಂದು ನ್ಯಾಯಾಲಯಕ್ಕೆ ತಿಳಿಸಲಾಯಿತು. ಎರಡು ದಿನಗಳ ನಂತರ, ಲಿಟಲ್ ಇಂಡಿಯಾ ಪ್ರದೇಶದಲ್ಲಿ ಅಪರಿಚಿತ ವ್ಯಕ್ತಿಯೊಬ್ಬ ಅವರನ್ನು ಸಂಪರ್ಕಿಸಿ ಲೈಂಗಿಕ ಸೇವೆಗಳಿಗಾಗಿ ಮಹಿಳೆಯರನ್ನು ಸಂಪರ್ಕಿಸಲು ಸಹಾಯ ಮಾಡಬಹುದು ಎಂದು ಹೇಳಿದ್ದ.	[53, 1240, 256, 1569]
masthead-left: ಬೆಂಗಳೂರು | Sanjevani, Bangalore ಶನಿವಾರ 4 ಅಕ್ಟೋಬರ್ 2025 | Saturday 4 October 2025	[87, 16, 388, 48]
protocol-headline: ಶಿಷ್ಟಾಚಾರ ಉಲ್ಲಂಘನೆಯಾಗಿಲ್ಲ	[107, 784, 350, 813]
page-number: 2	[55, 11, 82, 53]
section-divider	[53, 770, 404, 771]
justice-headline	[980, 300, 1530, 400]
kenkeramma-headline	[421, 1555, 963, 1659]
kenkeramma-col-2: ಹೂವಿನ ಅಲಂಕಾರದೊಂದಿಗೆ ಉತ್ಸವ ಮೂರ್ತಿಯ ಮೆರವಣಿಗೆ ವಾದ್ಯ ಮೇಳದೊಂದಿಗೆ ನಡೆಯಿತು. ನಗರದ ಪ್ರಮುಖ ಬೀದಿಗಳಲ್ಲಿ ಸಾಗಿದ ಮೆರವಣಿಗೆಯಲ್ಲಿ ಸಾವಿರಾರು ಭಕ್ತರು ಭಾಗವಹಿಸಿದ್ದರು. ಮಹಿಳೆಯರು ಆರತಿ ಬೆಳಗಿ ದೇವಿಗೆ ಪೂಜೆ ಸಲ್ಲಿಸಿದರು.	[603, 1967, 775, 2092]
assault-headline: ಬೇರೊಬ್ಬಳ ಜತೆ ಪ್ರಿಯಕರ ಸರಸ	[85, 515, 356, 546]
rain-col-2: ವರೆಗೆ ಮತ್ತು ಕನಿಷ್ಠ ತೇವಾಂಶವು ಶೇ.65ರಷ್ಟಿದೆ. ಅಕ್ಟೋಬರ್ 8 ಮತ್ತು 9ರಂದು ಮಳೆಯಲ್ಲಿ ಭಾಗಶಃ ಮೋಡ ಕವಿದ ವಾತಾವರಣ	[226, 123, 389, 193]
rain-headline: ಬೆಂಗಳೂರಲ್ಲಿ ಗುಡುಗು ಸಹಿತ ಮಳೆ	[53, 63, 603, 114]
